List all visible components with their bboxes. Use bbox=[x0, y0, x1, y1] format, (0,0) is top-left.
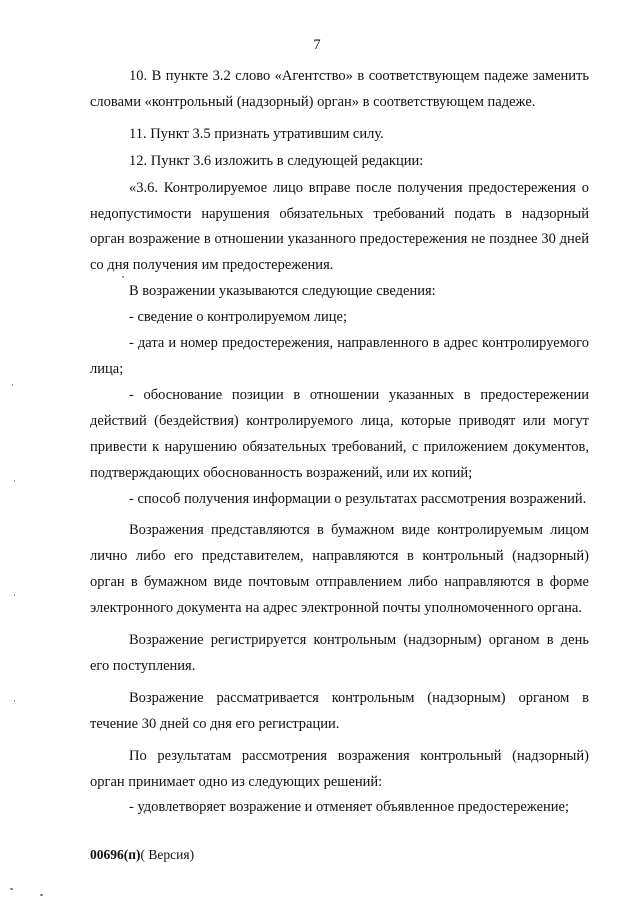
list-item-controlled-person: - сведение о контролируемом лице; bbox=[129, 309, 348, 326]
scan-speck bbox=[12, 384, 13, 386]
scan-speck bbox=[122, 276, 124, 278]
paragraph-clause-3-6: «3.6. Контролируемое лицо вправе после получения предостережения о недопустимости нарушения обязательных требований подать в надзорный орган возражение в отношении указанного предостережения не позднее 30 дней со дня получения им предостережения. bbox=[90, 179, 589, 274]
scan-speck bbox=[14, 594, 15, 596]
paragraph-submission: Возражения представляются в бумажном виде контролируемым лицом лично либо его представителем, направляются в контрольный (надзорный) орган в бумажном виде почтовым отправлением либо направляются в форме электронного документа на адрес электронной почты уполномоченного органа. bbox=[90, 522, 589, 617]
list-item-date-number: - дата и номер предостережения, направленного в адрес контролируемого лица; bbox=[90, 335, 589, 377]
list-item-info-method: - способ получения информации о результатах рассмотрения возражений. bbox=[129, 490, 587, 507]
document-body bbox=[90, 64, 589, 821]
page-number: 7 bbox=[313, 37, 321, 53]
scan-speck bbox=[10, 888, 13, 890]
scan-speck bbox=[14, 480, 15, 482]
scan-speck bbox=[14, 700, 15, 702]
paragraph-item-10: 10. В пункте 3.2 слово «Агентство» в соответствующем падеже заменить словами «контрольный (надзорный) орган» в соответствующем падеже. bbox=[90, 68, 589, 110]
paragraph-item-12: 12. Пункт 3.6 изложить в следующей редакции: bbox=[129, 152, 424, 169]
document-version: ( Версия) bbox=[140, 847, 195, 862]
document-code: 00696(п) bbox=[90, 847, 141, 862]
document-code-footer bbox=[90, 846, 194, 864]
paragraph-decision-intro: По результатам рассмотрения возражения контрольный (надзорный) орган принимает одно из следующих решений: bbox=[90, 747, 589, 790]
paragraph-registration: Возражение регистрируется контрольным (надзорным) органом в день его поступления. bbox=[90, 632, 589, 674]
paragraph-item-11: 11. Пункт 3.5 признать утратившим силу. bbox=[129, 125, 384, 142]
list-item-justification: - обоснование позиции в отношении указанных в предостережении действий (бездействия) контролируемого лица, которые приводят или могут привести к нарушению обязательных требований, с приложением документов, подтверждающих обоснованность возражений, или их копий; bbox=[90, 386, 589, 481]
paragraph-review-period: Возражение рассматривается контрольным (надзорным) органом в течение 30 дней со дня его регистрации. bbox=[90, 689, 589, 732]
scan-speck bbox=[40, 894, 43, 896]
paragraph-objection-intro: В возражении указываются следующие сведения: bbox=[129, 283, 436, 300]
list-item-satisfy-objection: - удовлетворяет возражение и отменяет объявленное предостережение; bbox=[129, 799, 570, 816]
